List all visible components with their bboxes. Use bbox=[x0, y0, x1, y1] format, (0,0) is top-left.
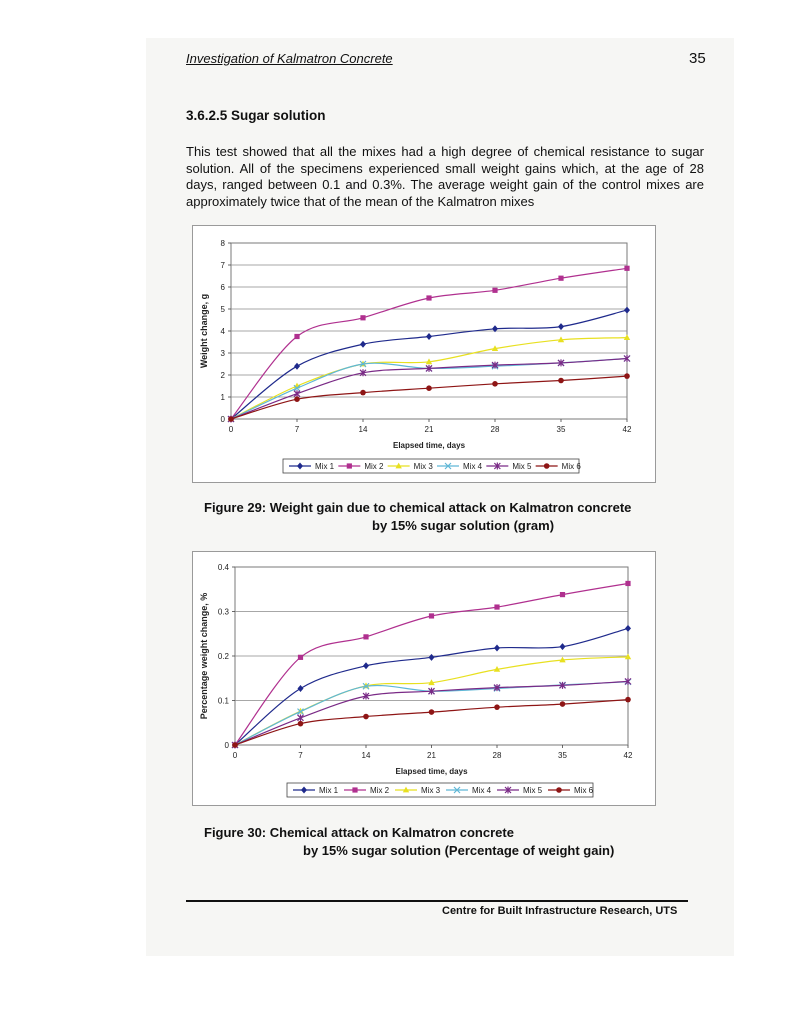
x-tick-label: 7 bbox=[294, 425, 300, 434]
legend-marker bbox=[352, 787, 357, 792]
data-point bbox=[294, 334, 299, 339]
y-tick-label: 8 bbox=[220, 239, 225, 248]
section-paragraph: This test showed that all the mixes had a high degree of chemical resistance to sugar solution. All of the specimens experienced small weight gains which, at the age of 28 days, ranged between 0.1 and 0.3%. The average weight gain of the control mixes are approximately twice that of the mean of the Kalmatron mixes bbox=[186, 144, 704, 209]
y-tick-label: 4 bbox=[220, 327, 225, 336]
legend-label: Mix 1 bbox=[319, 786, 339, 795]
data-point bbox=[494, 604, 499, 609]
x-tick-label: 42 bbox=[622, 425, 632, 434]
y-tick-label: 0.3 bbox=[217, 607, 229, 617]
x-axis-label: Elapsed time, days bbox=[395, 767, 468, 776]
x-tick-label: 28 bbox=[492, 751, 502, 760]
x-tick-label: 35 bbox=[558, 751, 567, 760]
data-point bbox=[232, 742, 238, 748]
y-axis-label: Percentage weight change, % bbox=[199, 592, 209, 720]
data-point bbox=[560, 592, 565, 597]
figure29-chart bbox=[192, 225, 656, 483]
legend-marker bbox=[544, 463, 550, 469]
legend bbox=[283, 459, 581, 473]
figure30-caption-line2: by 15% sugar solution (Percentage of weight gain) bbox=[303, 843, 615, 858]
legend-label: Mix 2 bbox=[364, 462, 384, 471]
data-point bbox=[228, 416, 234, 422]
data-point bbox=[492, 288, 497, 293]
y-tick-label: 2 bbox=[220, 371, 225, 380]
y-tick-label: 3 bbox=[220, 349, 225, 358]
x-tick-label: 35 bbox=[556, 425, 566, 434]
figure30-caption-line1: Figure 30: Chemical attack on Kalmatron concrete bbox=[204, 825, 514, 840]
data-point bbox=[624, 266, 629, 271]
data-point bbox=[625, 697, 631, 703]
y-axis-label: Weight change, g bbox=[199, 293, 209, 369]
legend-label: Mix 3 bbox=[413, 462, 433, 471]
chart1-svg bbox=[193, 226, 655, 482]
y-tick-label: 0 bbox=[220, 415, 225, 424]
legend-label: Mix 6 bbox=[561, 462, 581, 471]
figure29-caption-line1: Figure 29: Weight gain due to chemical attack on Kalmatron concrete bbox=[204, 500, 632, 515]
data-point bbox=[360, 315, 365, 320]
x-tick-label: 42 bbox=[623, 751, 633, 760]
y-tick-label: 5 bbox=[220, 305, 225, 314]
x-tick-label: 14 bbox=[361, 751, 371, 760]
x-axis-label: Elapsed time, days bbox=[392, 441, 466, 450]
footer-rule bbox=[186, 900, 688, 902]
x-tick-label: 0 bbox=[232, 751, 238, 760]
header-title: Investigation of Kalmatron Concrete bbox=[186, 51, 393, 66]
data-point bbox=[492, 381, 498, 387]
legend-label: Mix 4 bbox=[472, 786, 492, 795]
data-point bbox=[429, 709, 435, 715]
footer-text: Centre for Built Infrastructure Research, UTS bbox=[442, 905, 678, 917]
legend-label: Mix 3 bbox=[421, 786, 441, 795]
data-point bbox=[624, 373, 630, 379]
legend-label: Mix 6 bbox=[574, 786, 594, 795]
x-tick-label: 7 bbox=[298, 751, 303, 760]
x-tick-label: 21 bbox=[427, 751, 436, 760]
data-point bbox=[558, 276, 563, 281]
x-tick-label: 21 bbox=[424, 425, 434, 434]
data-point bbox=[560, 701, 566, 707]
y-tick-label: 0 bbox=[224, 741, 229, 750]
figure30-chart bbox=[192, 551, 656, 806]
legend-label: Mix 5 bbox=[512, 462, 532, 471]
legend-marker bbox=[556, 787, 562, 793]
y-tick-label: 0.2 bbox=[217, 652, 229, 661]
x-tick-label: 28 bbox=[490, 425, 500, 434]
y-tick-label: 7 bbox=[220, 261, 225, 270]
data-point bbox=[363, 634, 368, 639]
data-point bbox=[298, 721, 304, 727]
y-tick-label: 1 bbox=[220, 393, 225, 402]
legend bbox=[287, 783, 594, 797]
data-point bbox=[426, 385, 432, 391]
data-point bbox=[298, 655, 303, 660]
chart2-svg bbox=[193, 552, 655, 805]
x-tick-label: 14 bbox=[358, 425, 368, 434]
data-point bbox=[429, 613, 434, 618]
page-number: 35 bbox=[689, 50, 706, 67]
data-point bbox=[360, 390, 366, 396]
legend-label: Mix 5 bbox=[523, 786, 543, 795]
y-tick-label: 6 bbox=[220, 283, 225, 292]
data-point bbox=[426, 295, 431, 300]
x-tick-label: 0 bbox=[228, 425, 234, 434]
data-point bbox=[625, 581, 630, 586]
data-point bbox=[558, 378, 564, 384]
legend-label: Mix 2 bbox=[370, 786, 390, 795]
data-point bbox=[294, 396, 300, 402]
data-point bbox=[494, 704, 500, 710]
legend-marker bbox=[347, 463, 352, 468]
y-tick-label: 0.1 bbox=[217, 696, 229, 706]
legend-label: Mix 1 bbox=[315, 462, 335, 471]
figure29-caption-line2: by 15% sugar solution (gram) bbox=[372, 518, 555, 533]
y-tick-label: 0.4 bbox=[217, 563, 229, 572]
data-point bbox=[363, 714, 369, 720]
legend-label: Mix 4 bbox=[463, 462, 483, 471]
section-heading: 3.6.2.5 Sugar solution bbox=[186, 108, 326, 123]
